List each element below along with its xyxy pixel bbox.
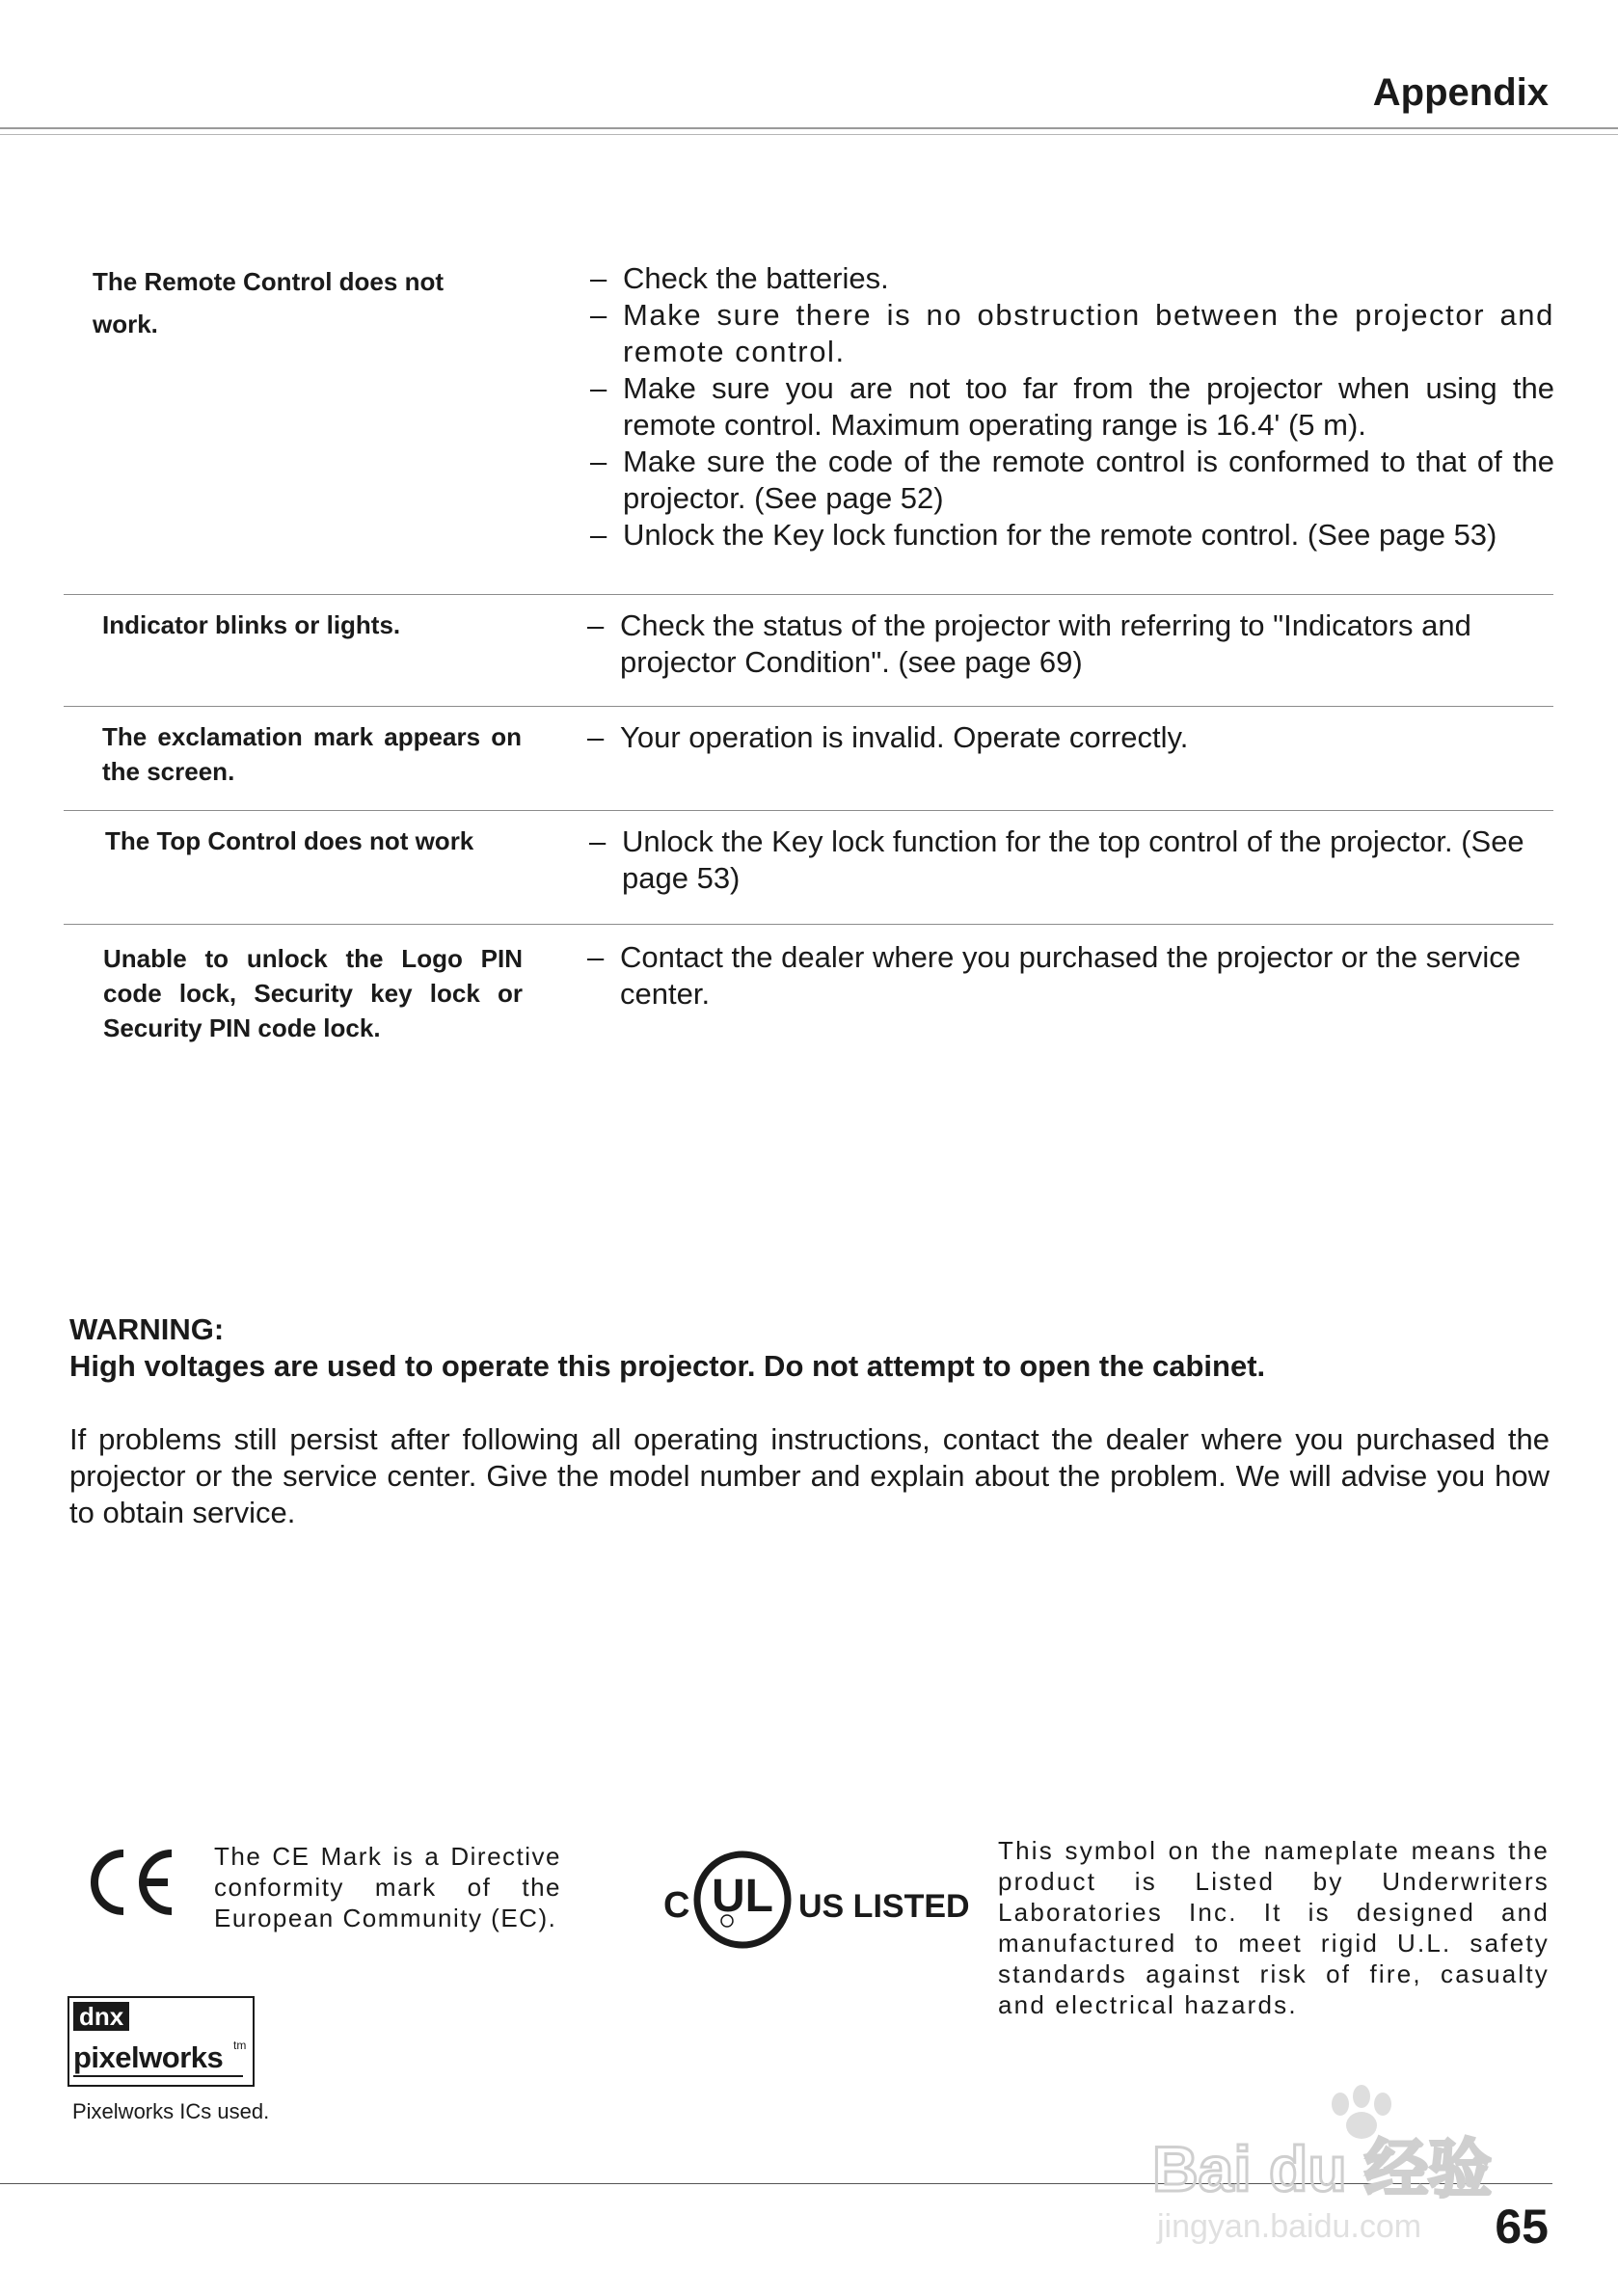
service-paragraph: If problems still persist after following all operating instructions, contact the dealer where you purchased the projector or the service center. Give the model number and explain about the problem. We will advise you how to obtain service. (69, 1422, 1550, 1529)
solution-item: – Your operation is invalid. Operate correctly. (587, 720, 1189, 754)
ul-listed-mark-icon (661, 1842, 970, 1948)
ul-us-listed: US LISTED (798, 1888, 970, 1925)
troubleshoot-row-indicator (64, 594, 1553, 707)
solution-list (589, 824, 1553, 897)
problem-label: Unable to unlock the Logo PIN code lock, Security key lock or Security PIN code lock. (103, 944, 523, 1042)
problem-label: Indicator blinks or lights. (102, 610, 401, 639)
problem-label: The exclamation mark appears on the screen. (102, 722, 522, 786)
solution-item: – Unlock the Key lock function for the top control of the projector. (See page 53) (589, 824, 1524, 895)
page-section-title: Appendix (1372, 71, 1549, 114)
solution-list (587, 939, 1551, 1013)
solution-list (590, 260, 1554, 554)
solution-item: – Check the status of the projector with referring to "Indicators and projector Condition". (see page 69) (587, 608, 1471, 679)
troubleshoot-row-top-control (64, 810, 1553, 925)
watermark-url: jingyan.baidu.com (1157, 2208, 1422, 2245)
pixelworks-caption: Pixelworks ICs used. (72, 2099, 270, 2123)
ul-letters: UL (712, 1871, 773, 1922)
pixelworks-tm: tm (233, 2039, 247, 2052)
solution-list (587, 608, 1551, 681)
solution-item: – Make sure you are not too far from the projector when using the remote control. Maximum operating range is 16.4' (5 m). (590, 371, 1554, 442)
solution-item: – Make sure there is no obstruction between the projector and remote control. (590, 298, 1554, 368)
pixelworks-wordmark: pixelworks (73, 2040, 224, 2074)
solution-item: – Make sure the code of the remote control is conformed to that of the projector. (See page 52) (590, 445, 1554, 515)
warning-text: High voltages are used to operate this projector. Do not attempt to open the cabinet. (69, 1349, 1266, 1383)
problem-label: The Remote Control does not work. (93, 267, 444, 338)
header-rule-thin (0, 134, 1618, 135)
header-rule (0, 127, 1618, 129)
ce-mark-icon (81, 1844, 177, 1921)
solution-item: – Unlock the Key lock function for the remote control. (See page 53) (590, 518, 1497, 552)
troubleshoot-row-exclamation (64, 706, 1553, 811)
watermark-brand: Bai du 经验 (1152, 2133, 1493, 2204)
pixelworks-underline (73, 2075, 243, 2077)
solution-item: – Contact the dealer where you purchased the projector or the service center. (587, 940, 1521, 1011)
ce-mark-description: The CE Mark is a Directive conformity mark of the European Community (EC). (214, 1842, 561, 1932)
page-number: 65 (1495, 2200, 1549, 2254)
ul-mark-description: This symbol on the nameplate means the product is Listed by Underwriters Laboratories Inc. It is designed and manufactured to meet rigid U.L. safety standards against risk of fire, casualty and electrical hazards. (998, 1836, 1550, 2019)
problem-label: The Top Control does not work (105, 826, 474, 855)
pixelworks-dnx: dnx (73, 2002, 129, 2031)
warning-block (69, 1311, 1554, 1385)
troubleshoot-row-remote (64, 253, 1553, 595)
ul-c-letter: C (663, 1885, 690, 1926)
troubleshoot-row-unlock (64, 924, 1553, 1059)
pixelworks-logo (67, 1996, 255, 2087)
baidu-watermark (1147, 2064, 1533, 2247)
warning-heading: WARNING: (69, 1312, 225, 1346)
solution-item: – Check the batteries. (590, 261, 889, 295)
solution-list (587, 719, 1551, 756)
